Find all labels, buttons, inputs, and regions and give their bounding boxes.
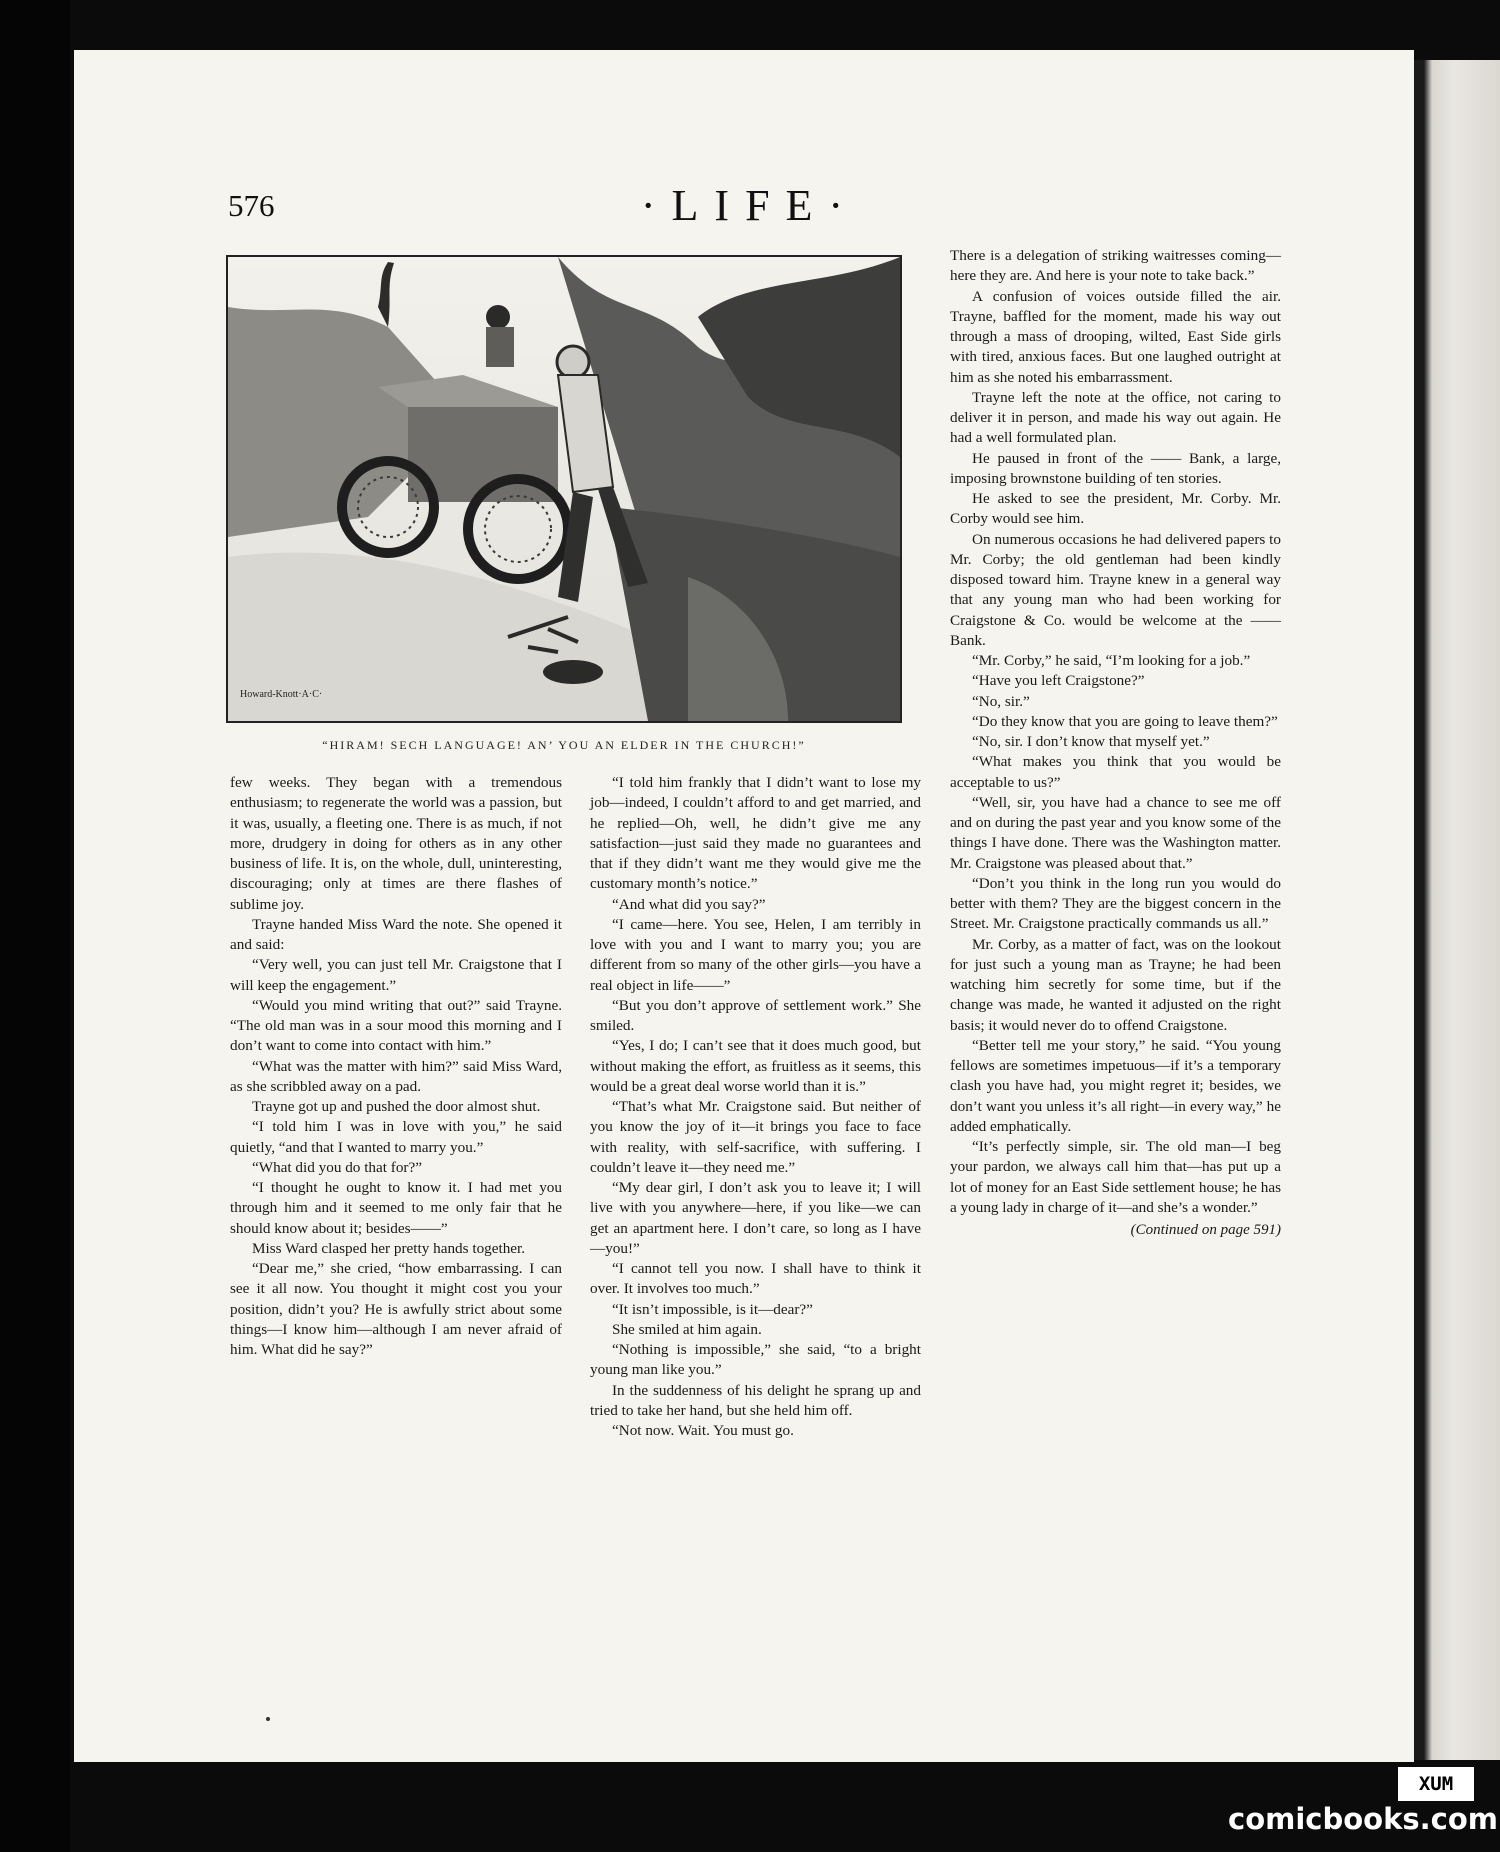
paragraph: few weeks. They began with a tremendous enthusiasm; to regenerate the world was a passion, but it was, usually, a fleeting one. There is as much, if not more, drudgery in doing for others as in any other business of life. It is, on the whole, dull, uninteresting, discouraging; only at times are there flashes of sublime joy. (230, 774, 562, 913)
paragraph: “What did you do that for?” (252, 1158, 422, 1176)
paragraph: Trayne left the note at the office, not caring to deliver it in person, and made his way out again. He had a well formulated plan. (950, 388, 1281, 447)
continued-notice: (Continued on page 591) (1130, 1222, 1281, 1238)
paragraph: “Yes, I do; I can’t see that it does much good, but without making the effort, as fruitless as it seems, this would be a great deal worse world than it is.” (590, 1037, 921, 1095)
paragraph: “No, sir. I don’t know that myself yet.” (972, 733, 1210, 750)
paragraph: Trayne handed Miss Ward the note. She opened it and said: (230, 915, 562, 953)
paragraph: “I came—here. You see, Helen, I am terribly in love with you and I want to marry you; you are different from so many of the other girls—you have a real object in life——” (590, 915, 921, 994)
paragraph: A confusion of voices outside filled the air. Trayne, baffled for the moment, made his way out through a mass of drooping, wilted, East Side girls with tired, anxious faces. But one laughed outright at him as she noted his embarrassment. (950, 287, 1281, 386)
paragraph: Trayne got up and pushed the door almost shut. (252, 1098, 541, 1115)
text-column-3 (950, 246, 1281, 1240)
paragraph: “Would you mind writing that out?” said Trayne. “The old man was in a sour mood this morning and I don’t want to come into contact with him.” (230, 996, 562, 1055)
paragraph: Miss Ward clasped her pretty hands together. (252, 1239, 526, 1257)
ink-speck (266, 1717, 270, 1721)
text-column-2 (590, 773, 921, 1441)
paragraph: He paused in front of the —— Bank, a large, imposing brownstone building of ten stories. (950, 449, 1281, 487)
text-column-1 (230, 773, 562, 1360)
paragraph: “Do they know that you are going to leave them?” (972, 712, 1278, 730)
paragraph: “No, sir.” (972, 692, 1030, 710)
paragraph: “But you don’t approve of settlement work.” She smiled. (590, 996, 921, 1034)
artist-signature: Howard-Knott·A·C· (240, 689, 323, 700)
watermark-site: comicbooks.com (1228, 1802, 1498, 1836)
paragraph: There is a delegation of striking waitresses coming—here they are. And here is your note to take back.” (950, 247, 1281, 285)
scan-left-margin (0, 0, 70, 1852)
paragraph: “Dear me,” she cried, “how embarrassing. I can see it all now. You thought it might cost you your position, didn’t you? He is awfully strict about some things—I know him—although I am never afraid of him. What did he say?” (230, 1260, 562, 1358)
paragraph: “Have you left Craigstone?” (972, 672, 1145, 690)
paragraph: In the suddenness of his delight he sprang up and tried to take her hand, but she held him off. (590, 1381, 921, 1419)
illustration (226, 255, 902, 723)
page-number: 576 (228, 188, 275, 223)
paragraph: Mr. Corby, as a matter of fact, was on the lookout for just such a young man as Trayne; he had been watching him secretly for some time, but if the change was made, he wanted it adjusted on the right basis; it would never do to offend Craigstone. (950, 935, 1281, 1034)
paragraph: “Mr. Corby,” he said, “I’m looking for a job.” (972, 652, 1251, 669)
paragraph: “And what did you say?” (612, 895, 766, 913)
paragraph: “I told him I was in love with you,” he said quietly, “and that I wanted to marry you.” (230, 1118, 562, 1156)
illustration-drawing (228, 257, 900, 721)
illustration-caption: “HIRAM! SECH LANGUAGE! AN’ YOU AN ELDER IN THE CHURCH!” (322, 738, 806, 752)
paragraph: “Don’t you think in the long run you would do better with them? They are the biggest concern in the Street. Mr. Craigstone practically commands us all.” (950, 874, 1281, 933)
paragraph: She smiled at him again. (612, 1320, 762, 1338)
paragraph: “What was the matter with him?” said Miss Ward, as she scribbled away on a pad. (230, 1057, 562, 1095)
paragraph: “Better tell me your story,” he said. “You young fellows are sometimes impetuous—if it’s a temporary clash you have had, you might regret it; besides, we don’t want you unless it’s all right—in every way,” he added emphatically. (950, 1036, 1281, 1135)
paragraph: “That’s what Mr. Craigstone said. But neither of you know the joy of it—it brings you face to face with reality, with self-sacrifice, with suffering. I couldn’t leave it—they need me.” (590, 1098, 921, 1176)
paragraph: On numerous occasions he had delivered papers to Mr. Corby; the old gentleman had been kindly disposed toward him. Trayne knew in a general way that any young man who had been working for Craigstone & Co. would be welcome at the —— Bank. (950, 530, 1281, 649)
paragraph: “I told him frankly that I didn’t want to lose my job—indeed, I couldn’t afford to and get married, and he replied—Oh, well, he didn’t give me any satisfaction—just said they made no guarantees and that if they didn’t want me they would give me the customary month’s notice.” (590, 774, 921, 893)
paragraph: “Well, sir, you have had a chance to see me off and on during the past year and you know some of the things I have done. There was the Washington matter. Mr. Craigstone was pleased about that.” (950, 793, 1281, 872)
paragraph: “Very well, you can just tell Mr. Craigstone that I will keep the engagement.” (230, 956, 562, 994)
paragraph: “It’s perfectly simple, sir. The old man—I beg your pardon, we always call him that—has put up a lot of money for an East Side settlement house; he has a young lady in charge of it—and she’s a wonder.” (950, 1138, 1281, 1216)
paragraph: He asked to see the president, Mr. Corby. Mr. Corby would see him. (950, 490, 1281, 528)
facing-page-edge (1414, 60, 1500, 1760)
paragraph: “Not now. Wait. You must go. (612, 1422, 794, 1439)
watermark-tag: XUM (1398, 1767, 1474, 1801)
paragraph: “My dear girl, I don’t ask you to leave it; I will live with you anywhere—here, if you like—we can get an apartment here. I don’t care, so long as I have—you!” (590, 1179, 921, 1257)
paragraph: “I cannot tell you now. I shall have to think it over. It involves too much.” (590, 1260, 921, 1298)
masthead-title: ·LIFE· (640, 181, 860, 230)
paragraph: “I thought he ought to know it. I had met you through him and it seemed to me only fair that he should know about it; besides——” (230, 1179, 562, 1237)
paragraph: “Nothing is impossible,” she said, “to a bright young man like you.” (590, 1341, 921, 1379)
paragraph: “What makes you think that you would be acceptable to us?” (950, 753, 1281, 791)
paragraph: “It isn’t impossible, is it—dear?” (612, 1300, 813, 1318)
